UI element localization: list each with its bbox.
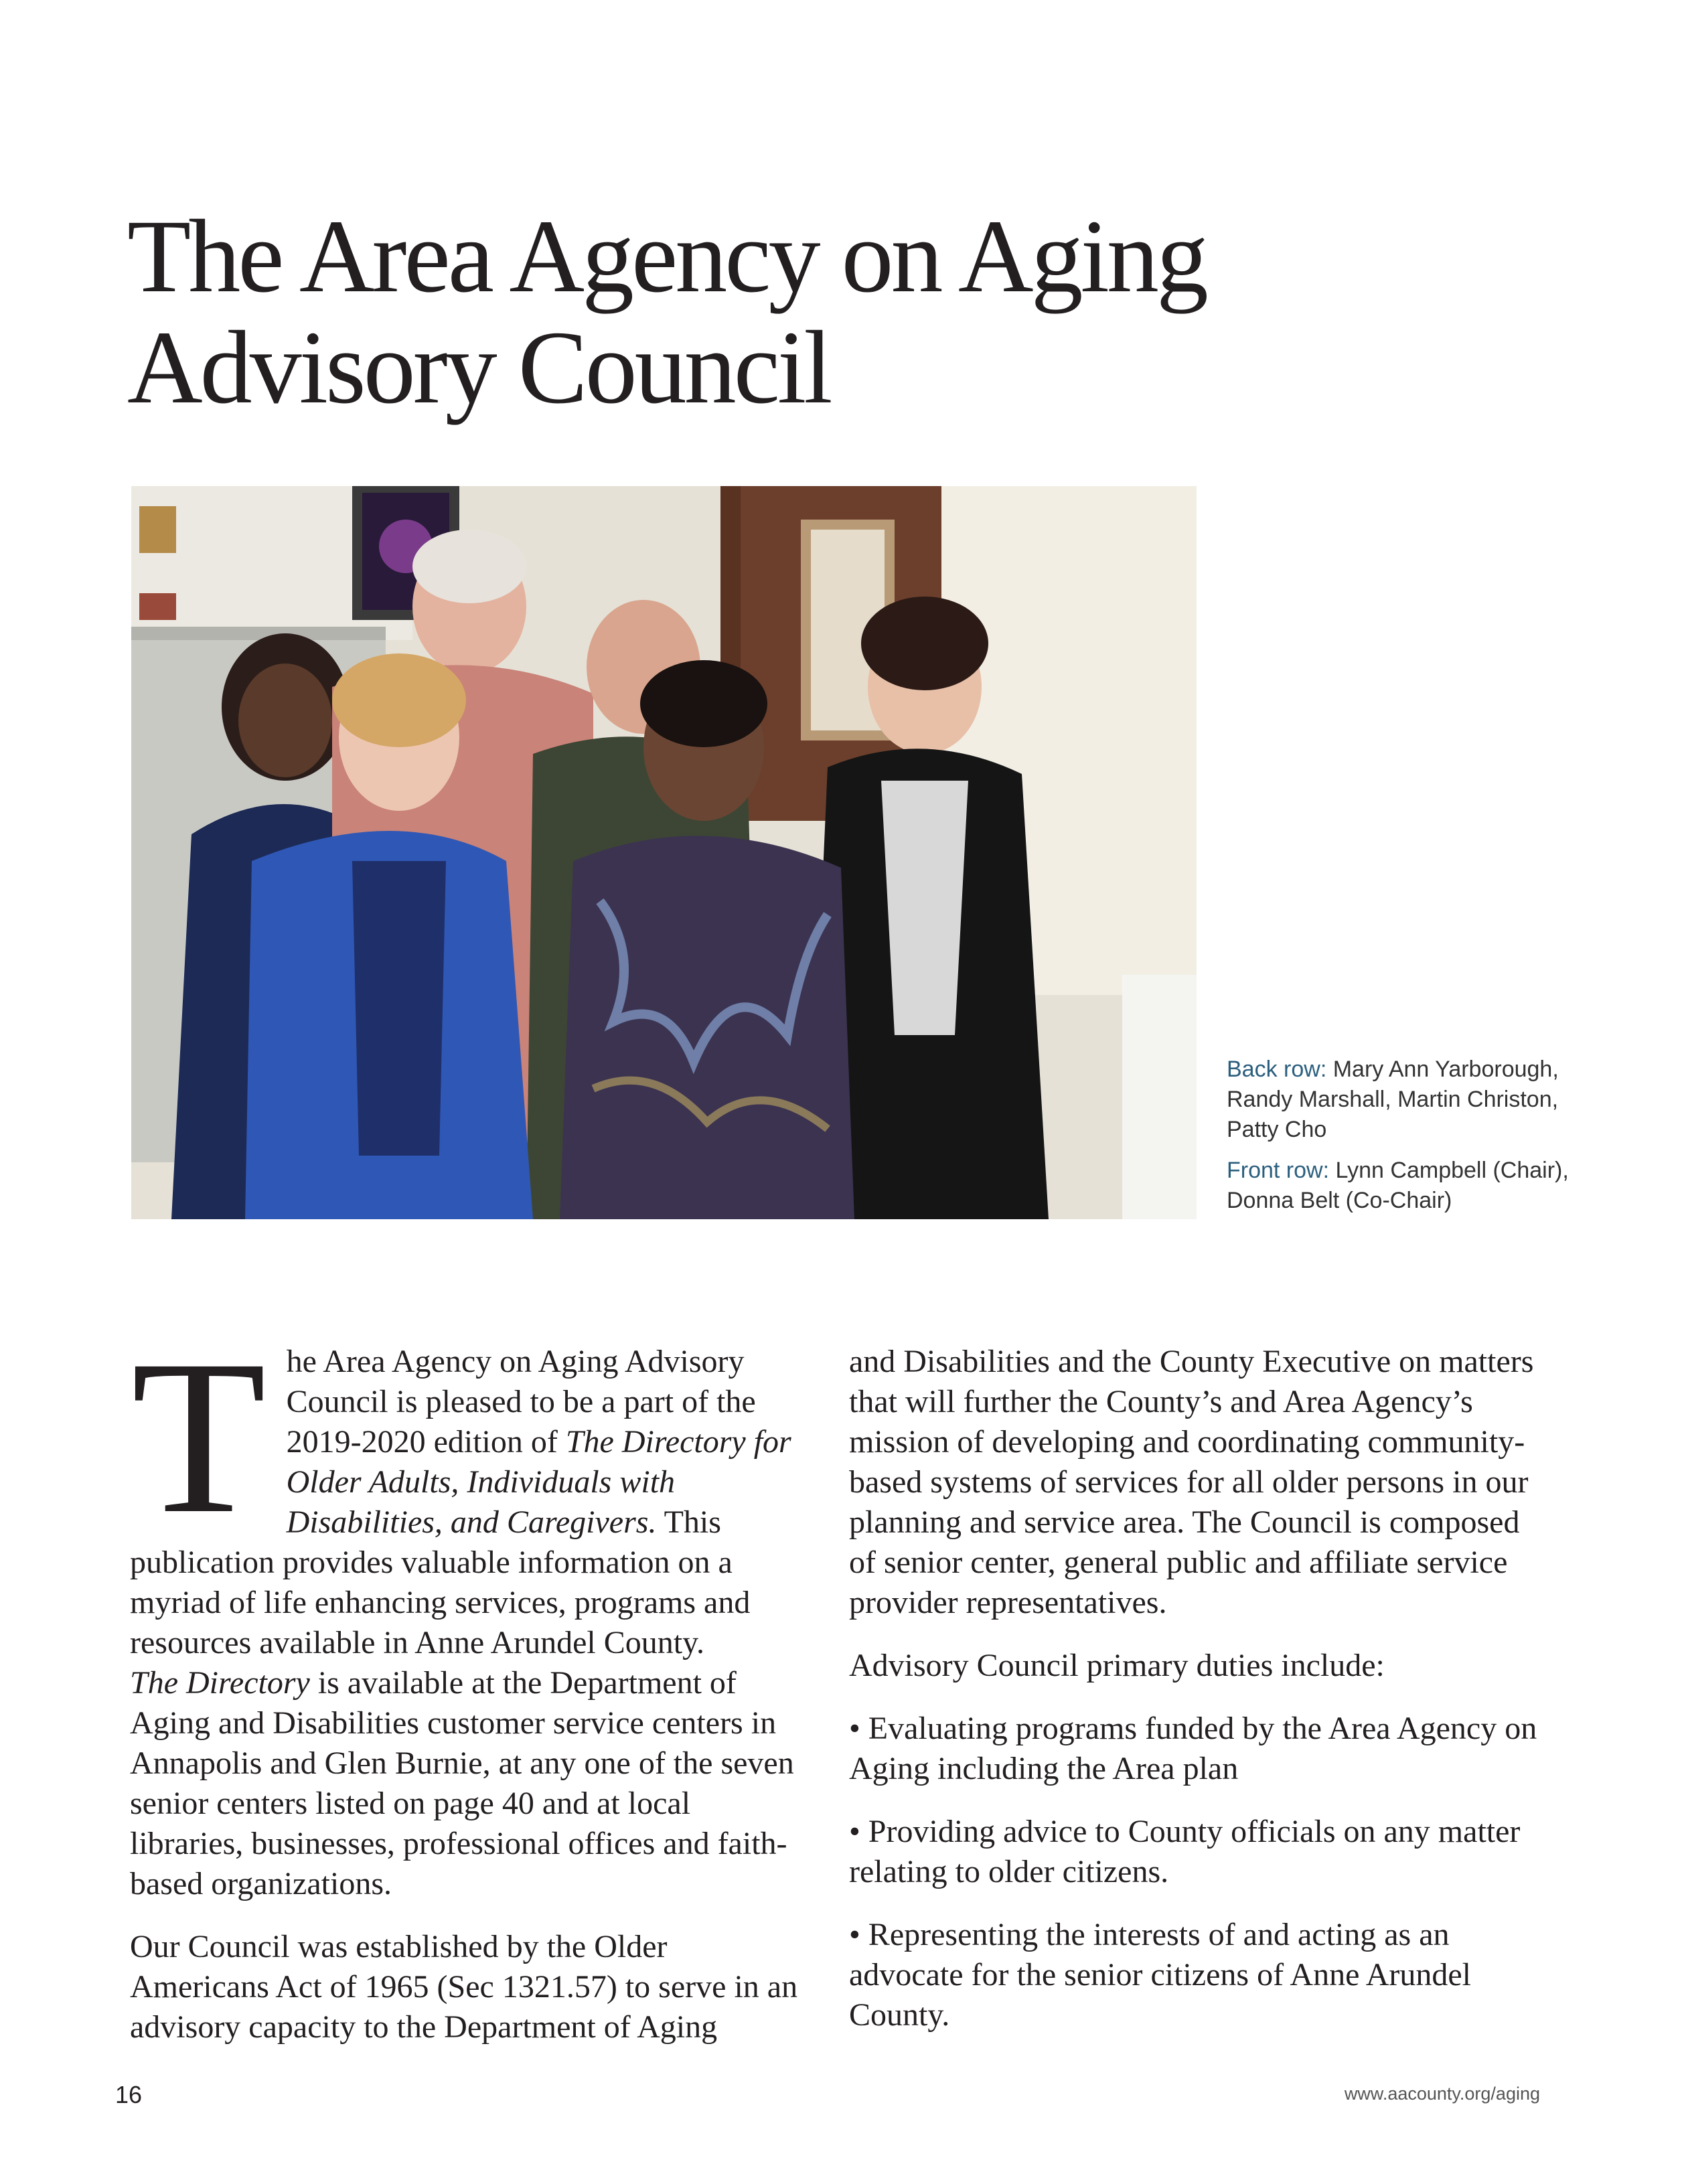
caption-back-names: Mary Ann Yarborough, Randy Marshall, Martin Christon, Patty Cho — [1227, 1057, 1559, 1142]
photo-caption — [1227, 1055, 1602, 1227]
page-title: The Area Agency on Aging Advisory Council — [127, 198, 1206, 425]
caption-front-row — [1227, 1156, 1602, 1216]
intro-paragraph — [130, 1315, 803, 1904]
caption-front-label: Front row: — [1227, 1158, 1330, 1183]
body-column-right — [849, 1342, 1545, 2058]
directory-title-italic: The Directory for Older Adults, Individuals with Disabilities, and Caregivers. — [286, 1424, 791, 1540]
council-group-photo — [131, 486, 1197, 1219]
page-number: 16 — [115, 2081, 143, 2108]
body-column-left — [130, 1315, 803, 2070]
caption-back-label: Back row: — [1227, 1057, 1327, 1082]
intro-text-b: This publication provides valuable information on a myriad of life enhancing services, programs and resources available in Anne Arundel County. — [130, 1504, 751, 1660]
duties-intro: Advisory Council primary duties include: — [849, 1648, 1385, 1683]
caption-front-names: Lynn Campbell (Chair), Donna Belt (Co-Chair) — [1227, 1158, 1569, 1213]
duty-item: • Representing the interests of and acting as an advocate for the senior citizens of Anne Arundel County. — [849, 1917, 1472, 2033]
duty-item: • Providing advice to County officials on any matter relating to older citizens. — [849, 1814, 1521, 1889]
council-mission-paragraph: and Disabilities and the County Executive on matters that will further the County’s and Area Agency’s mission of developing and coordinating community-based systems of services for all older persons in our planning and service area. The Council is composed of senior center, general public and affiliate service provider representatives. — [849, 1344, 1534, 1620]
intro-text-c: is available at the Department of Aging and Disabilities customer service centers in Annapolis and Glen Burnie, at any one of the seven senior centers listed on page 40 and at local libraries, businesses, professional offices and faith-based organizations. — [130, 1665, 794, 1901]
directory-title-italic-2: The Directory — [130, 1665, 310, 1701]
intro-text-a: he Area Agency on Aging Advisory Council is pleased to be a part of the 2019-2020 edition of — [286, 1344, 756, 1460]
caption-back-row — [1227, 1055, 1602, 1145]
drop-cap: T — [131, 1315, 266, 1559]
footer-url: www.aacounty.org/aging — [1344, 2084, 1540, 2104]
council-established-paragraph: Our Council was established by the Older Americans Act of 1965 (Sec 1321.57) to serve in an advisory capacity to the Department of Aging — [130, 1929, 798, 2045]
duty-item: • Evaluating programs funded by the Area Agency on Aging including the Area plan — [849, 1711, 1537, 1786]
